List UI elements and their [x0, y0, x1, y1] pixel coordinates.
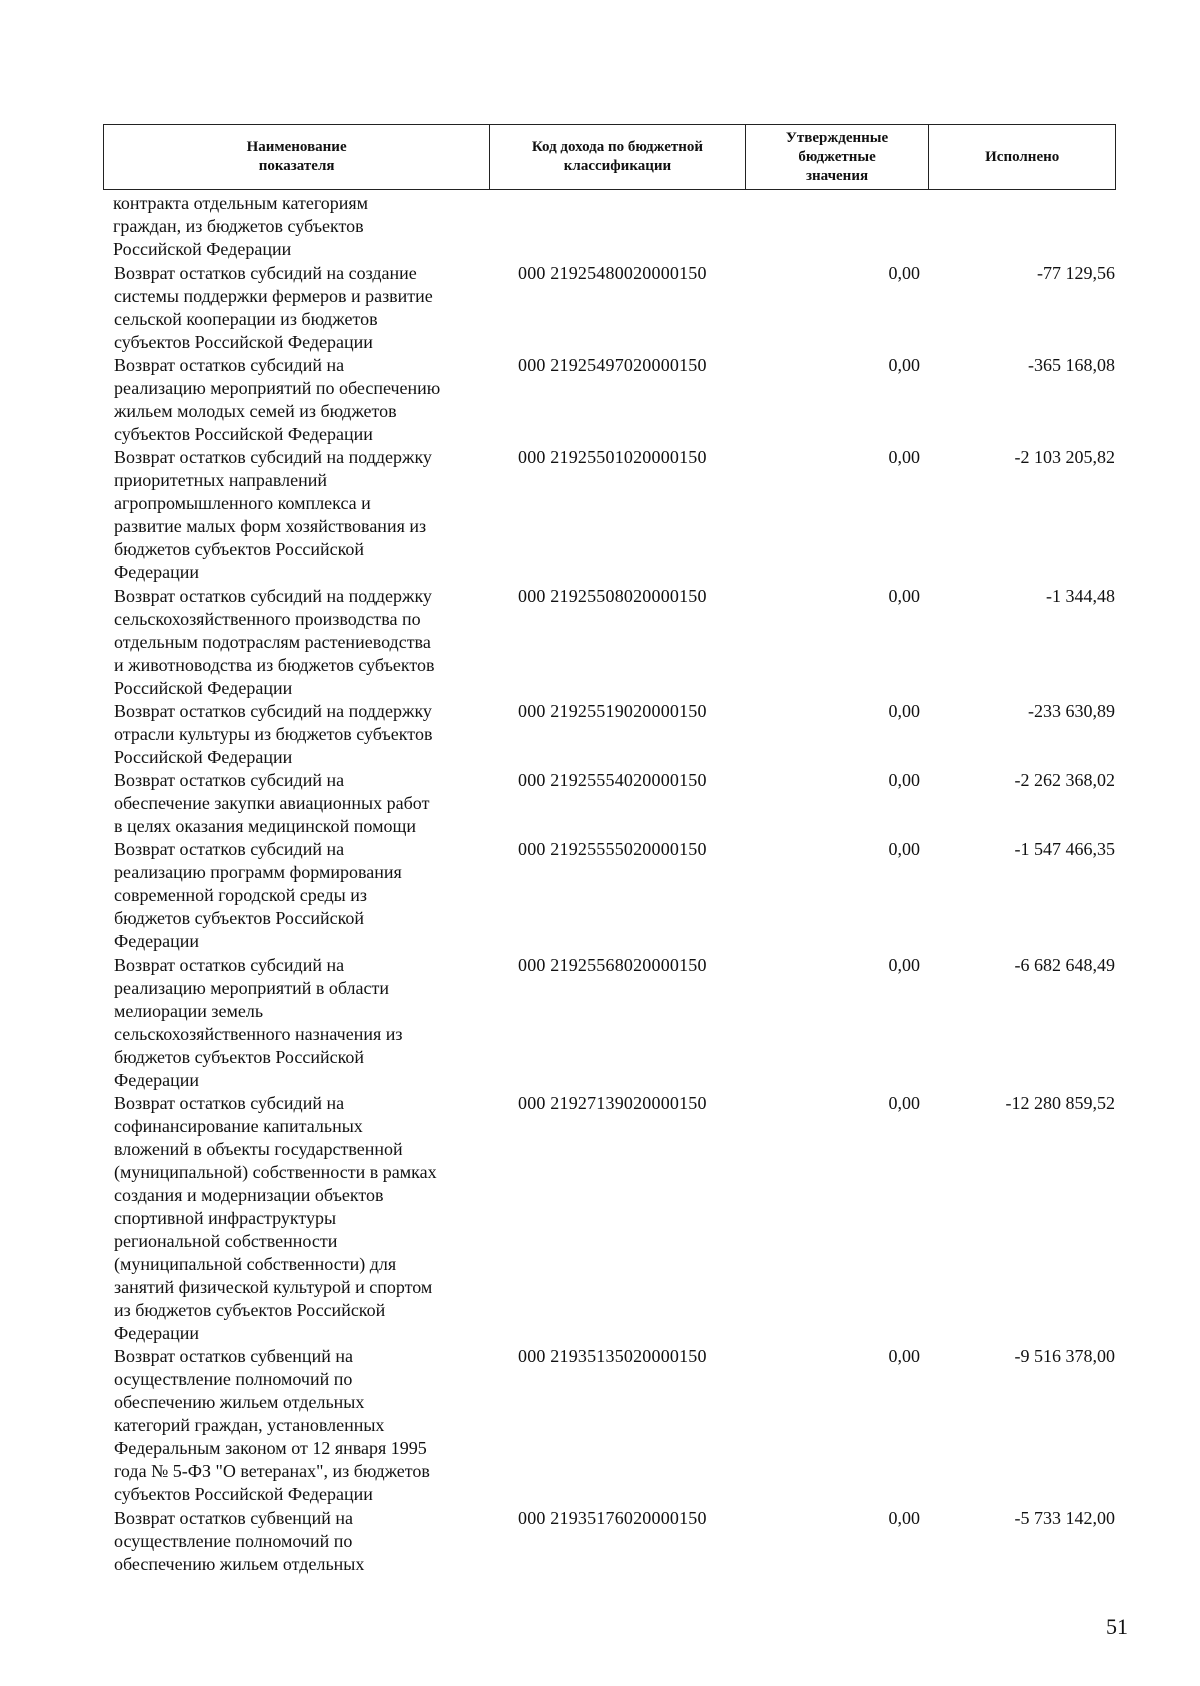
row-approved: 0,00: [888, 447, 920, 467]
row-name: Возврат остатков субсидий на реализацию мероприятий по обеспечению жильем молодых семей из бюджетов субъектов Российской Федерации: [114, 355, 441, 444]
header-approved: Утвержденные бюджетные значения: [745, 125, 929, 189]
header-executed: Исполнено: [928, 125, 1115, 189]
row-name: Возврат остатков субсидий на реализацию мероприятий в области мелиорации земель сельскохозяйственного назначения из бюджетов субъектов Российской Федерации: [114, 955, 403, 1090]
row-name: Возврат остатков субсидий на поддержку отрасли культуры из бюджетов субъектов Российской Федерации: [114, 701, 433, 767]
row-executed: -1 344,48: [1046, 586, 1115, 606]
row-code: 000 21925497020000150: [518, 355, 707, 375]
header-code: Код дохода по бюджетной классификации: [489, 125, 745, 189]
row-code: 000 21935176020000150: [518, 1508, 707, 1528]
row-executed: -2 262 368,02: [1014, 770, 1115, 790]
continuation-text: контракта отдельным категориям граждан, из бюджетов субъектов Российской Федерации: [113, 193, 369, 259]
row-approved: 0,00: [888, 1508, 920, 1528]
row-name: Возврат остатков субвенций на осуществление полномочий по обеспечению жильем отдельных категорий граждан, установленных Федеральным законом от 12 января 1995 года № 5-ФЗ "О ветеранах", из бюджетов субъектов Российской Федерации: [114, 1346, 430, 1504]
row-name: Возврат остатков субсидий на поддержку сельскохозяйственного производства по отдельным подотраслям растениеводства и животноводства из бюджетов субъектов Российской Федерации: [114, 586, 435, 698]
row-code: 000 21927139020000150: [518, 1093, 707, 1113]
row-code: 000 21925501020000150: [518, 447, 707, 467]
row-code: 000 21925508020000150: [518, 586, 707, 606]
row-code: 000 21925519020000150: [518, 701, 707, 721]
row-executed: -5 733 142,00: [1014, 1508, 1115, 1528]
row-code: 000 21935135020000150: [518, 1346, 707, 1366]
row-code: 000 21925480020000150: [518, 263, 707, 283]
row-name: Возврат остатков субсидий на обеспечение закупки авиационных работ в целях оказания медицинской помощи: [114, 770, 430, 836]
row-name: Возврат остатков субсидий на поддержку приоритетных направлений агропромышленного комплекса и развитие малых форм хозяйствования из бюджетов субъектов Российской Федерации: [114, 447, 432, 582]
row-code: 000 21925554020000150: [518, 770, 707, 790]
table-header: [103, 124, 1116, 190]
row-approved: 0,00: [888, 1093, 920, 1113]
row-executed: -12 280 859,52: [1005, 1093, 1115, 1113]
row-executed: -365 168,08: [1028, 355, 1115, 375]
row-approved: 0,00: [888, 1346, 920, 1366]
row-approved: 0,00: [888, 263, 920, 283]
row-approved: 0,00: [888, 770, 920, 790]
row-executed: -1 547 466,35: [1014, 839, 1115, 859]
row-code: 000 21925568020000150: [518, 955, 707, 975]
row-name: Возврат остатков субвенций на осуществление полномочий по обеспечению жильем отдельных: [114, 1508, 365, 1574]
row-executed: -6 682 648,49: [1014, 955, 1115, 975]
header-name: Наименование показателя: [246, 139, 347, 174]
row-approved: 0,00: [888, 586, 920, 606]
row-executed: -77 129,56: [1037, 263, 1115, 283]
row-approved: 0,00: [888, 955, 920, 975]
row-executed: -9 516 378,00: [1014, 1346, 1115, 1366]
row-name: Возврат остатков субсидий на реализацию программ формирования современной городской среды из бюджетов субъектов Российской Федерации: [114, 839, 402, 951]
row-approved: 0,00: [888, 355, 920, 375]
page-number: 51: [1106, 1614, 1128, 1639]
row-approved: 0,00: [888, 839, 920, 859]
row-executed: -2 103 205,82: [1014, 447, 1115, 467]
row-approved: 0,00: [888, 701, 920, 721]
row-code: 000 21925555020000150: [518, 839, 707, 859]
row-name: Возврат остатков субсидий на софинансирование капитальных вложений в объекты государственной (муниципальной) собственности в рамках создания и модернизации объектов спортивной инфраструктуры региональной собственности (муниципальной собственности) для занятий физической культурой и спортом из бюджетов субъектов Российской Федерации: [114, 1093, 437, 1343]
row-name: Возврат остатков субсидий на создание системы поддержки фермеров и развитие сельской кооперации из бюджетов субъектов Российской Федерации: [114, 263, 433, 352]
row-executed: -233 630,89: [1028, 701, 1115, 721]
